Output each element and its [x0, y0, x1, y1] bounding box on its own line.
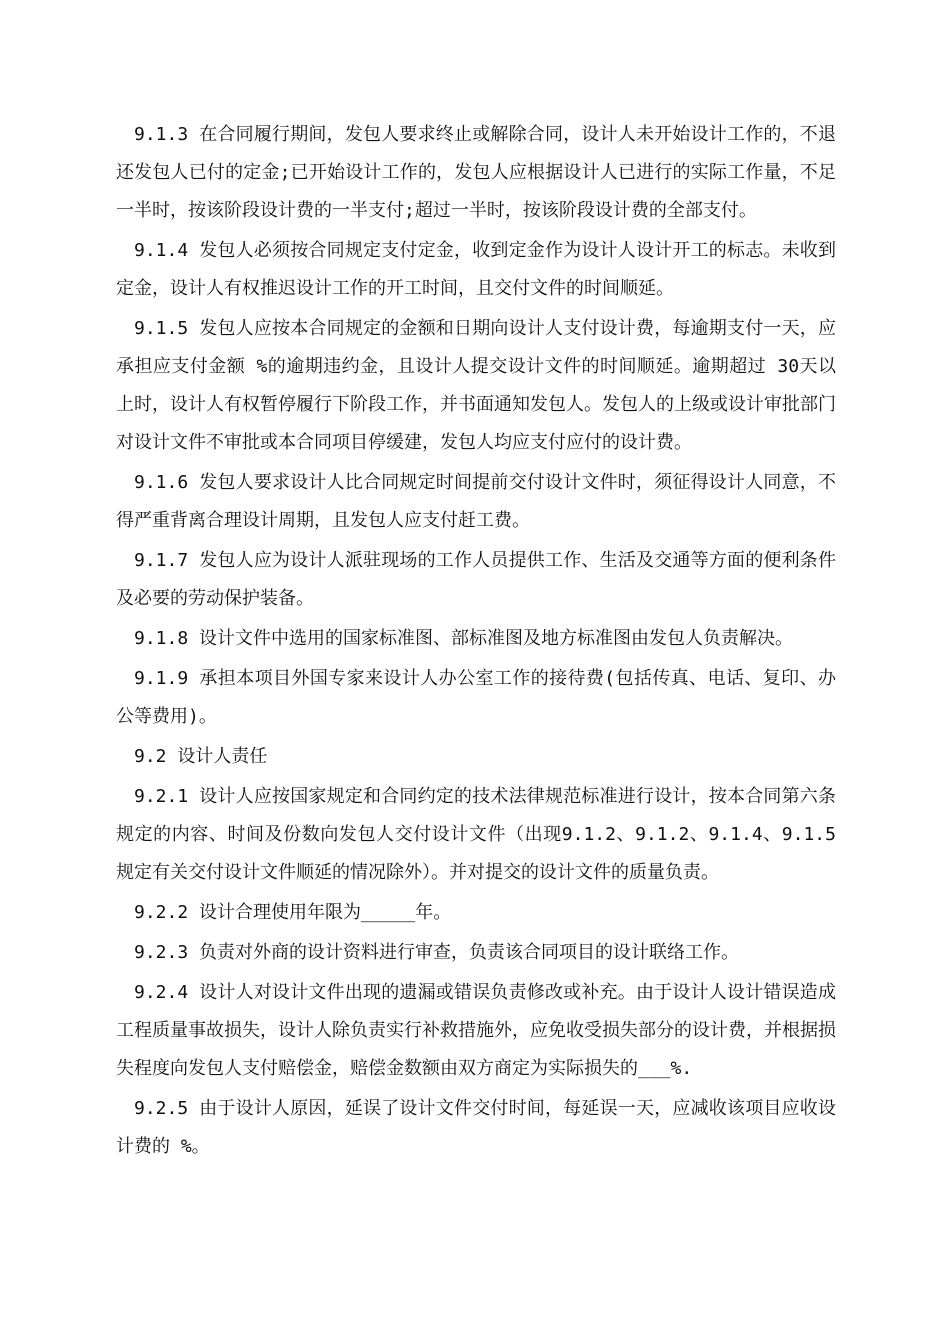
clause-9-2-1: 9.2.1 设计人应按国家规定和合同约定的技术法律规范标准进行设计，按本合同第六条规定的内容、时间及份数向发包人交付设计文件（出现9.1.2、9.1.2、9.1.4、9.1.5规定有关交付设计文件顺延的情况除外）。并对提交的设计文件的质量负责。	[116, 786, 836, 883]
clause-9-2-2: 9.2.2 设计合理使用年限为_____年。	[134, 902, 452, 923]
clause-9-2-4: 9.2.4 设计人对设计文件出现的遗漏或错误负责修改或补充。由于设计人设计错误造成工程质量事故损失，设计人除负责实行补救措施外，应免收受损失部分的设计费，并根据损失程度向发包人支付赔偿金，赔偿金数额由双方商定为实际损失的___%.	[116, 982, 836, 1079]
clause-9-2-3: 9.2.3 负责对外商的设计资料进行审查，负责该合同项目的设计联络工作。	[134, 942, 740, 963]
clause-9-1-7: 9.1.7 发包人应为设计人派驻现场的工作人员提供工作、生活及交通等方面的便利条件及必要的劳动保护装备。	[116, 550, 836, 609]
clause-9-1-9: 9.1.9 承担本项目外国专家来设计人办公室工作的接待费(包括传真、电话、复印、办公等费用)。	[116, 668, 836, 727]
clause-9-1-8: 9.1.8 设计文件中选用的国家标准图、部标准图及地方标准图由发包人负责解决。	[134, 628, 794, 649]
clause-9-1-5: 9.1.5 发包人应按本合同规定的金额和日期向设计人支付设计费，每逾期支付一天，应承担应支付金额 %的逾期违约金，且设计人提交设计文件的时间顺延。逾期超过 30天以上时，设计人有权暂停履行下阶段工作，并书面通知发包人。发包人的上级或设计审批部门对设计文件不审批或本合同项目停缓建，发包人均应支付应付的设计费。	[116, 318, 836, 453]
section-heading-9-2: 9.2 设计人责任	[134, 746, 268, 767]
clause-9-1-3: 9.1.3 在合同履行期间，发包人要求终止或解除合同，设计人未开始设计工作的，不退还发包人已付的定金;已开始设计工作的，发包人应根据设计人已进行的实际工作量，不足一半时，按该阶段设计费的一半支付;超过一半时，按该阶段设计费的全部支付。	[116, 124, 836, 221]
clause-9-1-4: 9.1.4 发包人必须按合同规定支付定金，收到定金作为设计人设计开工的标志。未收到定金，设计人有权推迟设计工作的开工时间，且交付文件的时间顺延。	[116, 240, 836, 299]
document-body	[116, 116, 836, 1168]
clause-9-2-5: 9.2.5 由于设计人原因，延误了设计文件交付时间，每延误一天，应减收该项目应收设计费的 %。	[116, 1098, 836, 1157]
clause-9-1-6: 9.1.6 发包人要求设计人比合同规定时间提前交付设计文件时，须征得设计人同意，不得严重背离合理设计周期，且发包人应支付赶工费。	[116, 472, 836, 531]
